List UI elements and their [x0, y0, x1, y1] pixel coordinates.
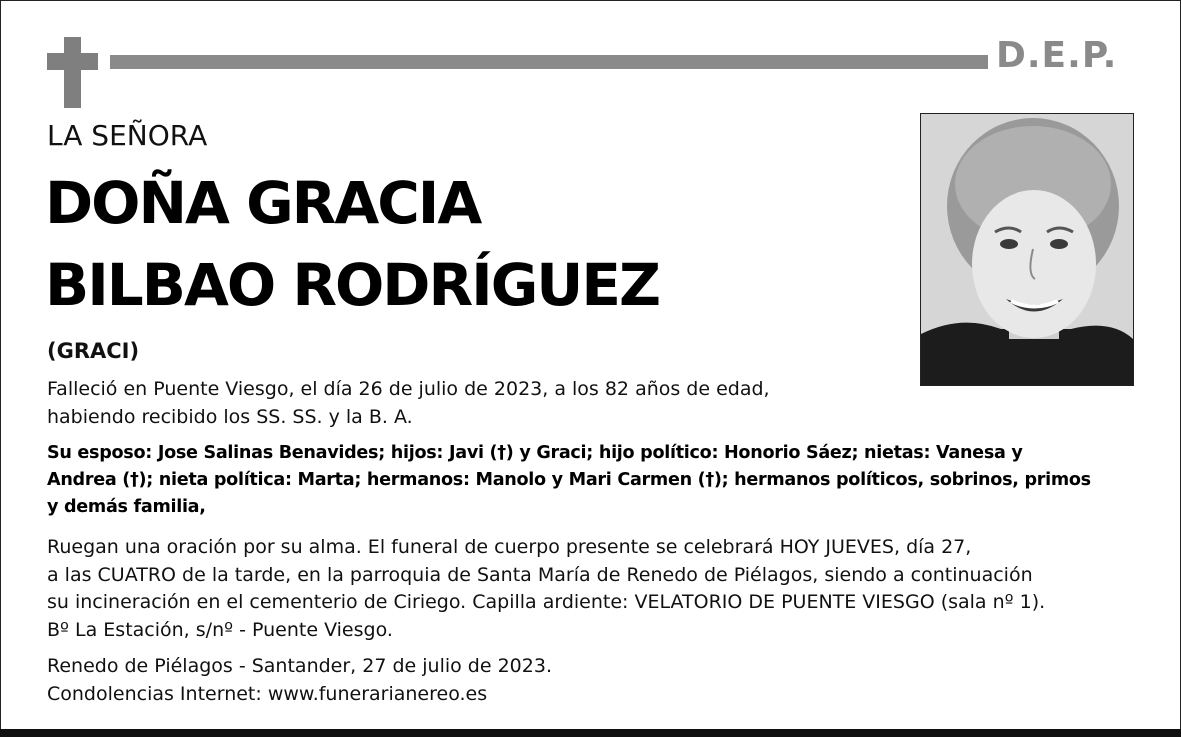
- family-list: [47, 440, 1091, 521]
- deceased-name-line1: DOÑA GRACIA: [45, 169, 481, 237]
- cross-icon: [64, 37, 81, 108]
- death-notice: [47, 376, 770, 431]
- deceased-nickname: (GRACI): [47, 339, 140, 363]
- family-line: Su esposo: Jose Salinas Benavides; hijos: Javi (†) y Graci; hijo político: Honorio Sáez; nietas: Vanesa y: [47, 443, 1023, 463]
- death-notice-line: Falleció en Puente Viesgo, el día 26 de julio de 2023, a los 82 años de edad,: [47, 378, 770, 400]
- header-rule: [110, 55, 988, 69]
- closing-info: [47, 653, 552, 708]
- dep-label: D.E.P.: [996, 35, 1118, 76]
- funeral-details: [47, 534, 1045, 644]
- family-line: y demás familia,: [47, 497, 206, 517]
- funeral-line: a las CUATRO de la tarde, en la parroquia de Santa María de Renedo de Piélagos, siendo a continuación: [47, 563, 1033, 586]
- bottom-rule: [0, 729, 1181, 737]
- place-date-line: Renedo de Piélagos - Santander, 27 de julio de 2023.: [47, 655, 552, 677]
- funeral-line: Bº La Estación, s/nº - Puente Viesgo.: [47, 618, 393, 641]
- death-notice-line: habiendo recibido los SS. SS. y la B. A.: [47, 405, 413, 428]
- deceased-photo: [920, 113, 1134, 386]
- deceased-name-line2: BILBAO RODRÍGUEZ: [45, 251, 660, 319]
- cross-icon-arm: [47, 53, 98, 70]
- funeral-line: Ruegan una oración por su alma. El funeral de cuerpo presente se celebrará HOY JUEVES, día 27,: [47, 536, 972, 558]
- family-line: Andrea (†); nieta política: Marta; hermanos: Manolo y Mari Carmen (†); hermanos políticos, sobrinos, primos: [47, 470, 1091, 490]
- funeral-line: su incineración en el cementerio de Ciriego. Capilla ardiente: VELATORIO DE PUENTE VIESGO (sala nº 1).: [47, 591, 1046, 613]
- intro-label: LA SEÑORA: [47, 119, 208, 152]
- condolences-line: Condolencias Internet: www.funerarianereo.es: [47, 682, 488, 705]
